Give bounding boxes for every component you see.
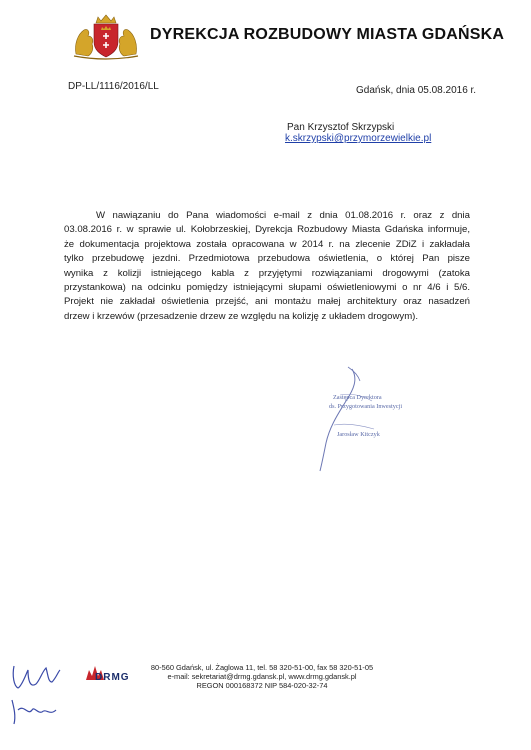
signature-image [300, 365, 403, 475]
body-line: 03.08.2016 r. w sprawie ul. Kołobrzeskiej, Dyrekcja Rozbudowy Miasta Gdańska informuje, [64, 224, 470, 236]
body-line: przystankowa) na odcinku pomiędzy istniejącymi słupami oświetleniowymi o nr 4/6 i 5/6. [64, 281, 470, 293]
letter-body [64, 209, 470, 324]
body-line: W nawiązaniu do Pana wiadomości e-mail z dnia 01.08.2016 r. oraz z dnia [96, 210, 470, 221]
stamp-subtitle: ds. Przygotowania Inwestycji [329, 403, 403, 410]
body-line: Projekt nie zakładał oświetlenia przejść, ani montażu małej architektury oraz nasadzeń [64, 296, 470, 308]
footer-address: 80-560 Gdańsk, ul. Żaglowa 11, tel. 58 320-51-00, fax 58 320-51-05 [150, 663, 374, 672]
body-line: tylko przebudowę jezdni. Przedmiotowa przebudowa oświetlenia, o której Pan pisze [64, 253, 470, 265]
gdansk-coat-of-arms-logo [70, 14, 142, 60]
footer-contact [132, 664, 392, 690]
organization-title: DYREKCJA ROZBUDOWY MIASTA GDAŃSKA [150, 26, 505, 43]
handwritten-note-image [6, 660, 66, 730]
body-line: drzew i krzewów (przesadzenie drzew ze względu na kolizję z układem drogowym). [64, 310, 419, 322]
letter-date: Gdańsk, dnia 05.08.2016 r. [356, 85, 477, 96]
drmg-logo-text: DRMG [95, 672, 130, 683]
footer-regon-nip: REGON 000168372 NIP 584-020-32-74 [196, 680, 328, 690]
reference-number: DP-LL/1116/2016/LL [68, 81, 159, 92]
stamp-name: Jarosław Kitczyk [337, 431, 380, 438]
body-line: wynika z kolizji istniejącego kabla z przyjętymi rozwiązaniami drogowymi (zatoka [64, 267, 470, 279]
stamp-title: Zastępca Dyrektora [333, 394, 382, 401]
recipient-name: Pan Krzysztof Skrzypski [287, 122, 395, 133]
recipient-email-link[interactable]: k.skrzypski@przymorzewielkie.pl [285, 133, 432, 144]
footer-email-web: e-mail: sekretariat@drmg.gdansk.pl, www.drmg.gdansk.pl [167, 671, 357, 681]
body-line: że dokumentacja projektowa została opracowana w 2014 r. na zlecenie ZDiZ i zakładała [64, 238, 470, 250]
